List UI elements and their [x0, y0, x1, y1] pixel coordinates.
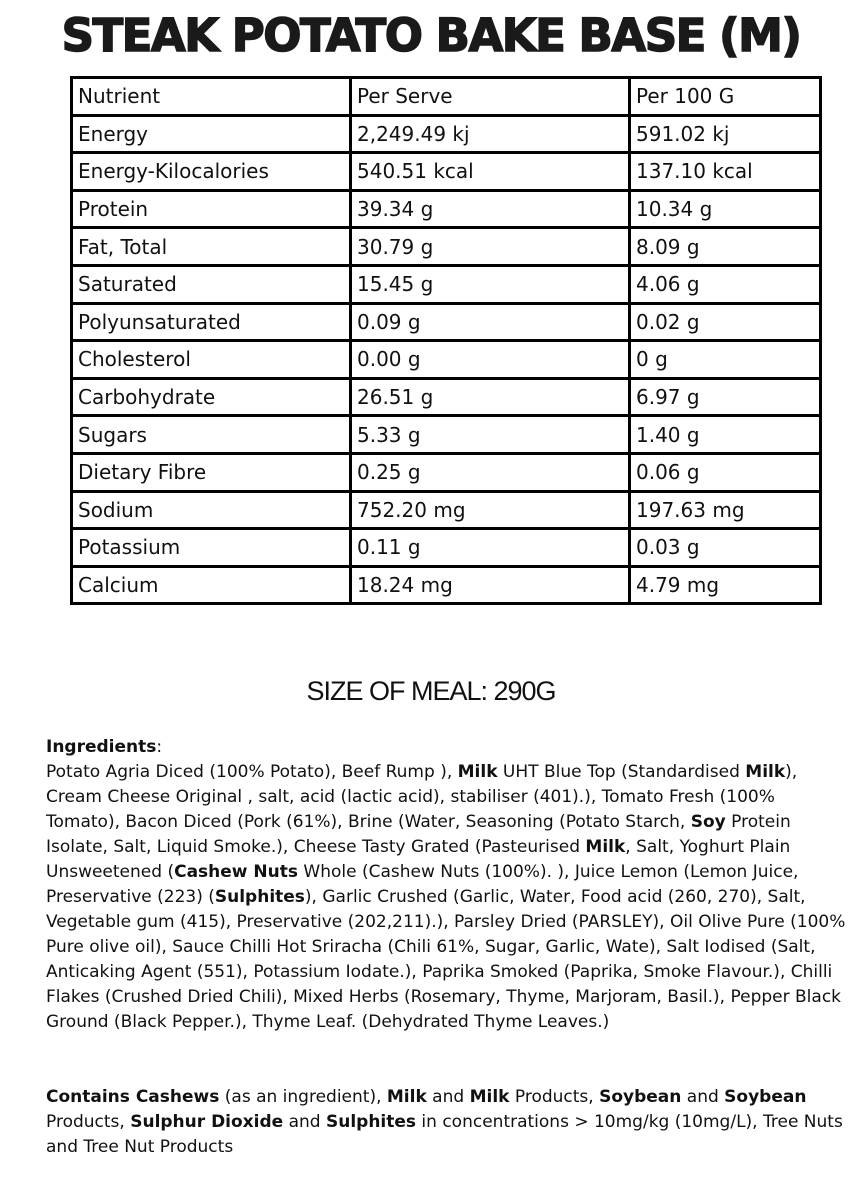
nutrient-cell: Cholesterol	[72, 341, 351, 379]
per-serve-cell: 5.33 g	[351, 416, 630, 454]
nutrient-cell: Fat, Total	[72, 228, 351, 266]
per-100g-cell: 0.06 g	[630, 453, 821, 491]
text-segment: and	[283, 1112, 326, 1132]
allergen-highlight: Milk	[585, 837, 626, 857]
allergen-highlight: Milk	[469, 1087, 510, 1107]
per-serve-cell: 0.09 g	[351, 303, 630, 341]
text-segment: ), Garlic Crushed (Garlic, Water, Food acid (260, 270), Salt, Vegetable gum (415), Preservative (202,211).), Parsley Dried (PARSLEY), Oil Olive Pure (100% Pure olive oil), Sauce Chilli Hot Sriracha (Chili 61%, Sugar, Garlic, Wate), Salt Iodised (Salt, Anticaking Agent (551), Potassium Iodate.), Paprika Smoked (Paprika, Smoke Flavour.), Chilli Flakes (Crushed Dried Chili), Mixed Herbs (Rosemary, Thyme, Marjoram, Basil.), Pepper Black Ground (Black Pepper.), Thyme Leaf. (Dehydrated Thyme Leaves.)	[46, 887, 846, 1032]
text-segment: Whole (Cashew Nuts (100%). ), Juice Lemon (Lemon Juice, Preservative (223) (	[46, 862, 799, 907]
per-serve-cell: 2,249.49 kj	[351, 115, 630, 153]
per-100g-cell: 4.06 g	[630, 265, 821, 303]
table-row	[72, 416, 821, 454]
allergen-highlight: Milk	[457, 762, 498, 782]
nutrition-table-body	[72, 78, 821, 604]
text-segment: and	[681, 1087, 725, 1107]
allergen-text	[46, 1087, 843, 1157]
ingredients-label-colon: :	[156, 737, 163, 757]
allergen-highlight: Sulphites	[325, 1112, 417, 1132]
per-100g-cell: 10.34 g	[630, 190, 821, 228]
per-100g-cell: 6.97 g	[630, 378, 821, 416]
allergen-highlight: Contains Cashews	[46, 1087, 220, 1107]
text-segment: in concentrations > 10mg/kg (10mg/L), Tree Nuts and Tree Nut Products	[46, 1112, 843, 1157]
per-100g-cell: 0 g	[630, 341, 821, 379]
header-cell-per-serve: Per Serve	[351, 78, 630, 116]
ingredients-text	[46, 762, 845, 1032]
per-100g-cell: 8.09 g	[630, 228, 821, 266]
text-segment: Products,	[46, 1112, 131, 1132]
table-row	[72, 529, 821, 567]
text-segment: Products,	[509, 1087, 600, 1107]
per-100g-cell: 137.10 kcal	[630, 153, 821, 191]
table-row	[72, 491, 821, 529]
page-title: STEAK POTATO BAKE BASE (M)	[61, 9, 801, 62]
text-segment: (as an ingredient),	[219, 1087, 387, 1107]
per-100g-cell: 591.02 kj	[630, 115, 821, 153]
table-row	[72, 190, 821, 228]
ingredients-label: Ingredients	[46, 737, 157, 757]
table-row	[72, 566, 821, 604]
table-row	[72, 303, 821, 341]
text-segment: UHT Blue Top (Standardised	[497, 762, 746, 782]
per-serve-cell: 752.20 mg	[351, 491, 630, 529]
per-100g-cell: 0.03 g	[630, 529, 821, 567]
per-serve-cell: 26.51 g	[351, 378, 630, 416]
per-serve-cell: 15.45 g	[351, 265, 630, 303]
table-row	[72, 153, 821, 191]
per-100g-cell: 0.02 g	[630, 303, 821, 341]
per-100g-cell: 197.63 mg	[630, 491, 821, 529]
allergen-highlight: Milk	[745, 762, 786, 782]
per-serve-cell: 0.11 g	[351, 529, 630, 567]
per-serve-cell: 0.25 g	[351, 453, 630, 491]
size-of-meal: SIZE OF MEAL: 290G	[306, 676, 556, 706]
nutrient-cell: Sodium	[72, 491, 351, 529]
nutrient-cell: Carbohydrate	[72, 378, 351, 416]
nutrient-cell: Polyunsaturated	[72, 303, 351, 341]
table-row	[72, 265, 821, 303]
table-row	[72, 378, 821, 416]
allergen-highlight: Sulphur Dioxide	[130, 1112, 284, 1132]
per-100g-cell: 4.79 mg	[630, 566, 821, 604]
table-row	[72, 115, 821, 153]
per-serve-cell: 30.79 g	[351, 228, 630, 266]
text-segment: and	[426, 1087, 470, 1107]
header-cell-per-100g: Per 100 G	[630, 78, 821, 116]
allergen-highlight: Sulphites	[214, 887, 305, 907]
allergen-highlight: Cashew Nuts	[174, 862, 298, 882]
per-serve-cell: 18.24 mg	[351, 566, 630, 604]
text-segment: ), Cream Cheese Original , salt, acid (lactic acid), stabiliser (401).), Tomato Fresh (100% Tomato), Bacon Diced (Pork (61%), Brine (Water, Seasoning (Potato Starch,	[46, 762, 798, 832]
per-serve-cell: 0.00 g	[351, 341, 630, 379]
table-row	[72, 228, 821, 266]
nutrient-cell: Energy-Kilocalories	[72, 153, 351, 191]
nutrition-table	[70, 76, 822, 605]
nutrient-cell: Potassium	[72, 529, 351, 567]
header-cell-nutrient: Nutrient	[72, 78, 351, 116]
per-serve-cell: 39.34 g	[351, 190, 630, 228]
per-100g-cell: 1.40 g	[630, 416, 821, 454]
text-segment: , Salt, Yoghurt Plain Unsweetened (	[46, 837, 791, 882]
allergen-highlight: Soybean	[599, 1087, 682, 1107]
table-row	[72, 453, 821, 491]
table-header-row	[72, 78, 821, 116]
nutrient-cell: Sugars	[72, 416, 351, 454]
nutrient-cell: Protein	[72, 190, 351, 228]
nutrient-cell: Energy	[72, 115, 351, 153]
nutrient-cell: Calcium	[72, 566, 351, 604]
allergen-highlight: Soybean	[724, 1087, 807, 1107]
allergen-highlight: Milk	[386, 1087, 427, 1107]
ingredients-paragraph	[46, 735, 846, 1035]
nutrient-cell: Dietary Fibre	[72, 453, 351, 491]
table-row	[72, 341, 821, 379]
allergen-statement	[46, 1085, 846, 1160]
nutrient-cell: Saturated	[72, 265, 351, 303]
text-segment: Potato Agria Diced (100% Potato), Beef Rump ),	[46, 762, 458, 782]
allergen-highlight: Soy	[690, 812, 726, 832]
per-serve-cell: 540.51 kcal	[351, 153, 630, 191]
text-segment: Protein Isolate, Salt, Liquid Smoke.), Cheese Tasty Grated (Pasteurised	[46, 812, 791, 857]
